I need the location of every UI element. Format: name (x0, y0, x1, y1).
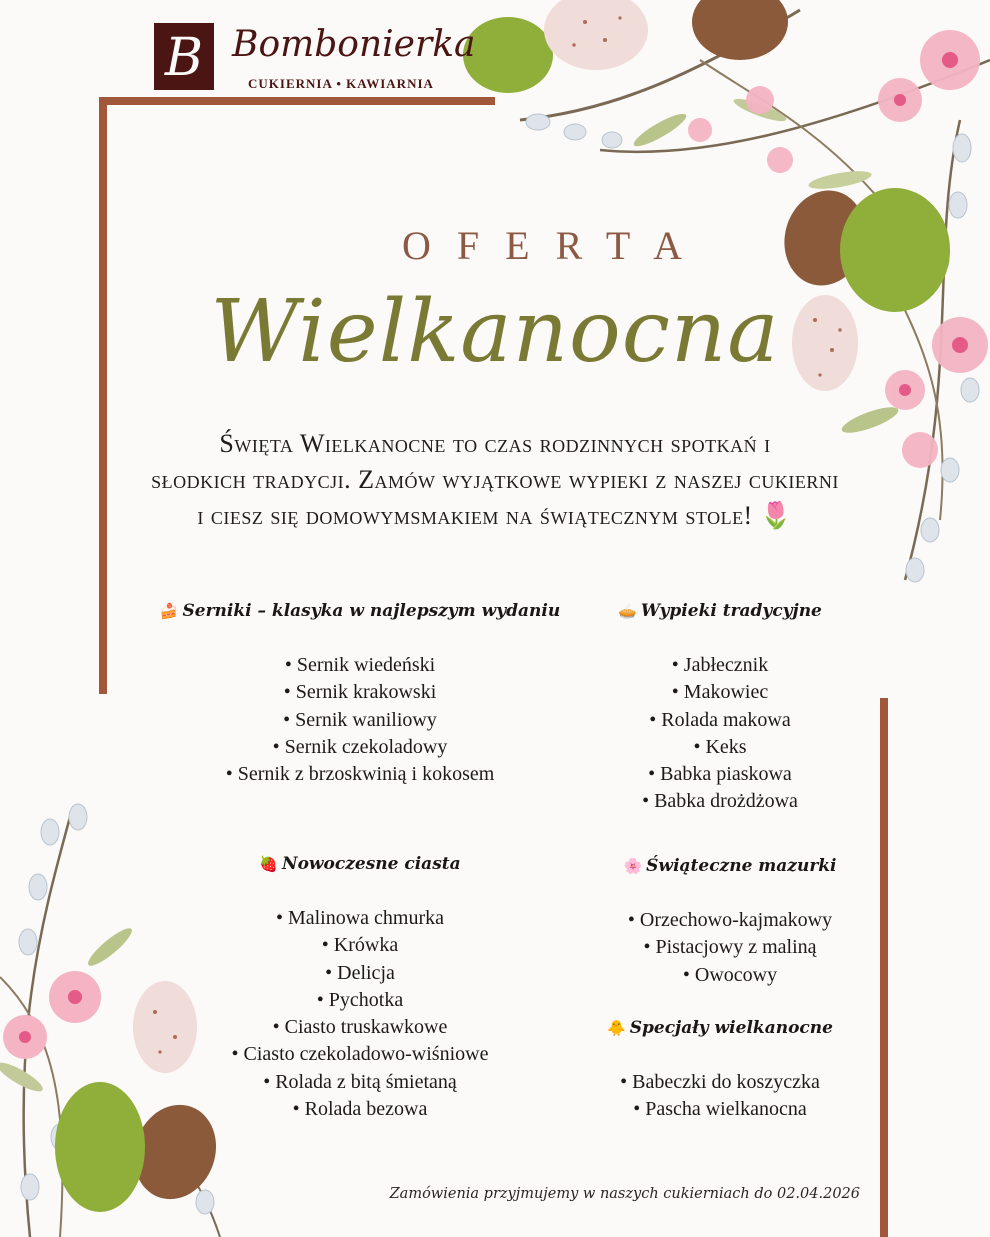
list-item: • Owocowy (682, 963, 778, 986)
section-mazurki (590, 853, 870, 989)
list-item: • Pascha wielkanocna (633, 1098, 807, 1121)
list-item: • Babeczki do koszyczka (620, 1071, 820, 1093)
frame-right-line (880, 698, 888, 1237)
list-item: • Krówka (321, 934, 399, 957)
list-item: • Keks (693, 735, 747, 758)
list-item: • Rolada bezowa (292, 1098, 428, 1121)
section-serniki (140, 598, 580, 788)
list-item: • Sernik czekoladowy (272, 735, 448, 758)
list-item: • Orzechowo-kajmakowy (627, 909, 833, 931)
blossom-icon: 🌸 (623, 857, 643, 875)
section-nowoczesne (180, 851, 540, 1123)
list-item: • Jabłecznik (671, 654, 769, 676)
intro-line: słodkich tradycji. Zamów wyjątkowe wypieki z naszej cukierni (151, 465, 839, 494)
logo-monogram: B (164, 28, 204, 88)
list-item: • Malinowa chmurka (275, 907, 445, 929)
intro-text (100, 426, 890, 534)
list-item: • Sernik z brzoskwinią i kokosem (225, 763, 495, 786)
section-specjaly (580, 1015, 860, 1124)
brand-subtitle: CUKIERNIA • KAWIARNIA (248, 76, 434, 91)
list-item: • Pychotka (316, 988, 404, 1011)
chick-icon: 🐥 (607, 1019, 626, 1037)
list-item: • Pistacjowy z maliną (643, 936, 817, 959)
list-item: • Rolada makowa (649, 708, 791, 731)
section-heading (140, 598, 580, 624)
section-heading (180, 851, 540, 877)
section-title: Wypieki tradycyjne (640, 601, 822, 621)
section-items (590, 652, 850, 816)
frame-left-line (99, 97, 107, 694)
frame-top-line (99, 97, 495, 105)
list-item: • Babka piaskowa (648, 763, 792, 786)
cake-icon: 🍰 (159, 602, 179, 620)
list-item: • Sernik waniliowy (283, 708, 437, 731)
list-item: • Babka drożdżowa (642, 790, 798, 813)
list-item: • Rolada z bitą śmietaną (263, 1070, 457, 1093)
section-tradycyjne (590, 598, 850, 816)
brand-name: Bombonierka (232, 24, 476, 65)
section-heading (590, 598, 850, 624)
list-item: • Makowiec (671, 681, 769, 704)
section-items (590, 907, 870, 989)
list-item: • Delicja (325, 961, 395, 984)
list-item: • Sernik krakowski (283, 681, 437, 704)
list-item: • Sernik wiedeński (284, 654, 436, 676)
list-item: • Ciasto truskawkowe (272, 1016, 448, 1039)
section-title: Nowoczesne ciasta (282, 854, 461, 874)
section-items (180, 905, 540, 1123)
section-title: Serniki – klasyka w najlepszym wydaniu (182, 601, 561, 621)
section-title: Specjały wielkanocne (629, 1018, 833, 1038)
pie-icon: 🥧 (618, 602, 637, 620)
intro-line: i ciesz się domowymsmakiem na świątecznym stole! 🌷 (197, 501, 793, 530)
order-deadline-note: Zamówienia przyjmujemy w naszych cukierniach do 02.04.2026 (389, 1186, 860, 1202)
section-heading (590, 853, 870, 879)
brand-logo (154, 23, 214, 90)
section-items (140, 652, 580, 788)
strawberry-icon: 🍓 (259, 855, 279, 873)
intro-line: Święta Wielkanocne to czas rodzinnych spotkań i (219, 429, 771, 458)
page-title: Wielkanocna (210, 282, 780, 382)
section-items (580, 1069, 860, 1124)
section-title: Świąteczne mazurki (646, 856, 837, 876)
section-heading (580, 1015, 860, 1041)
page-kicker: OFERTA (402, 223, 708, 268)
list-item: • Ciasto czekoladowo-wiśniowe (231, 1043, 489, 1066)
